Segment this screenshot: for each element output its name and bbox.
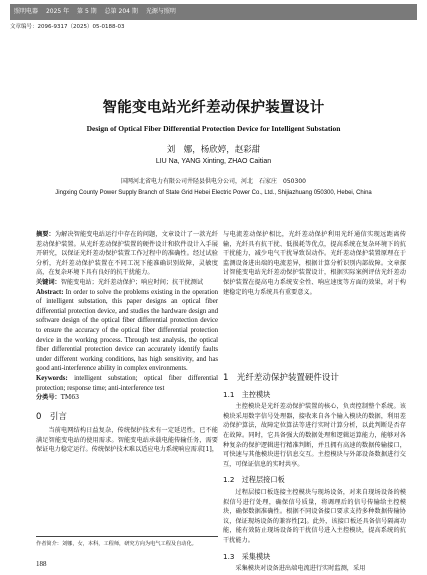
authors-cn: 刘 娜，杨欣婷，赵彩甜	[166, 145, 261, 155]
document-number: 文章编号：2096-9317（2025）05-0188-03	[10, 24, 125, 30]
keywords-cn-label: 关键词：	[36, 278, 61, 286]
page-number: 188	[36, 560, 47, 568]
section-heading-1-2: 1.2 过程层接口板	[223, 475, 285, 485]
keywords-en-text: intelligent substation; optical fiber differential protection; response time; anti-interference test	[36, 374, 218, 392]
keywords-cn	[36, 278, 218, 288]
affiliation-cn: 国网河北省电力有限公司井陉县供电分公司，河北 石家庄 050300	[121, 178, 306, 185]
abstract-cn	[36, 230, 218, 278]
section-1-2-paragraph: 过程层接口板连接主控模块与现场设备，对来自现场设备的模拟信号进行处理，确保信号质量，将调理后的信号传输给主控模块，确保数据准确性。根据不同设备接口要求支持多种数据传输协议，保证现场设备的兼容性[2]。此外，该接口板还具备信号隔离功能，能有效防止现场设备的干扰信号进入主控模块，提高系统的抗干扰能力。	[223, 488, 406, 544]
classification-value: TM63	[60, 394, 80, 402]
intro-paragraph-continued	[223, 230, 406, 364]
journal-name: 照明电器	[14, 8, 39, 15]
journal-year: 2025 年	[45, 8, 70, 15]
section-1-1-paragraph: 主控模块是光纤差动保护装置的核心，负责控制整个系统。该模块采用数字信号处理器，接收来自各个输入模块的数据，利用差动保护算法，故障定位算法等进行实时计算分析，以此判断是否存在故障。同时，它具备强大的数据处理和逻辑运算能力，能够对各种复杂的保护逻辑进行精准判断，并且拥有高速的数据传输接口，可快速与其他模块进行信息交互。主控模块与外部设备数据进行交互，可保证信息的实时共享。	[223, 403, 406, 468]
paper-title-cn: 智能变电站光纤差动保护装置设计	[102, 100, 325, 116]
classification-label: 分类号：	[36, 394, 61, 402]
left-column	[36, 230, 218, 464]
keywords-en-label: Keywords:	[36, 374, 68, 382]
journal-issue: 第 5 期	[77, 8, 97, 15]
classification-number	[36, 393, 218, 403]
keywords-en	[36, 374, 218, 393]
abstract-en-text: In order to solve the problems existing in the operation of intelligent substation, this paper designs an optical fiber differential protection device, and studies the hardware design and software design of the optical fiber differential protection device to ensure the accuracy of the optical fiber differential protection device in the working process. Through test analysis, the optical fiber differential protection device can accurately identify faults under different working conditions, has high sensitivity, and has good anti-interference ability in complex environments.	[36, 288, 218, 373]
abstract-en	[36, 288, 218, 374]
intro-paragraph: 当前电网结构日益复杂，传统保护技术有一定延迟性，已不能满足智能变电站的使用需求。智能变电站承载电能传输任务，需要保证电力稳定运行。传统保护技术难以适应电力系统响应需求[1]，	[36, 427, 218, 454]
keywords-cn-text: 智能变电站；光纤差动保护；响应时间；抗干扰测试	[60, 278, 204, 286]
section-heading-1: 1 光纤差动保护装置硬件设计	[223, 373, 339, 383]
intro-continued-text: 与电流差动保护相比，光纤差动保护利用光纤通信实现远距离传输，光纤具有抗干扰、低损耗等优点，提高系统在复杂环境下的抗干扰能力，减少电气干扰导致误动作。光纤差动保护装置原理在于监测设备进出端的电流差异，根据计算分析识别内部故障。文章探讨智能变电站光纤差动保护装置设计，根据实际案例评估光纤差动保护装置在提高电力系统安全性、响应速度等方面的效果，对于构建稳定的电力系统具有重要意义。	[223, 231, 406, 296]
journal-column: 光源与照明	[145, 8, 176, 15]
journal-header-bar	[10, 4, 417, 20]
section-1-3-paragraph: 采集模块对设备进出端电流进行实时监测，采用	[235, 565, 366, 573]
abstract-en-label: Abstract:	[36, 288, 64, 296]
abstract-cn-label: 摘要：	[36, 231, 55, 238]
section-heading-intro: 0 引言	[36, 411, 67, 422]
authors-en: LIU Na, YANG Xinting, ZHAO Caitian	[155, 158, 272, 165]
section-heading-1-3: 1.3 采集模块	[223, 551, 271, 561]
affiliation-en: Jingxing County Power Supply Branch of State Grid Hebei Electric Power Co., Ltd., Shijiazhuang 050300, Hebei, China	[55, 190, 372, 196]
paper-title-en: Design of Optical Fiber Differential Protection Device for Intelligent Substation	[86, 124, 341, 133]
abstract-cn-text: 为解决智能变电站运行中存在的问题，文章设计了一款光纤差动保护装置。从光纤差动保护装置的硬件设计和软件设计入手展开研究，以保证光纤差动保护装置工作过程中的准确性。经过试验分析，光纤差动保护装置在不同工况下能准确识别故障，灵敏度高，在复杂环境下具有良好的抗干扰能力。	[36, 231, 219, 277]
right-column	[223, 230, 406, 574]
author-footnote: 作者简介：刘娜，女，本科，工程师，研究方向为电气工程及自动化。	[36, 536, 218, 548]
journal-total-issue: 总第 204 期	[104, 8, 138, 15]
section-heading-1-1: 1.1 主控模块	[223, 389, 271, 399]
